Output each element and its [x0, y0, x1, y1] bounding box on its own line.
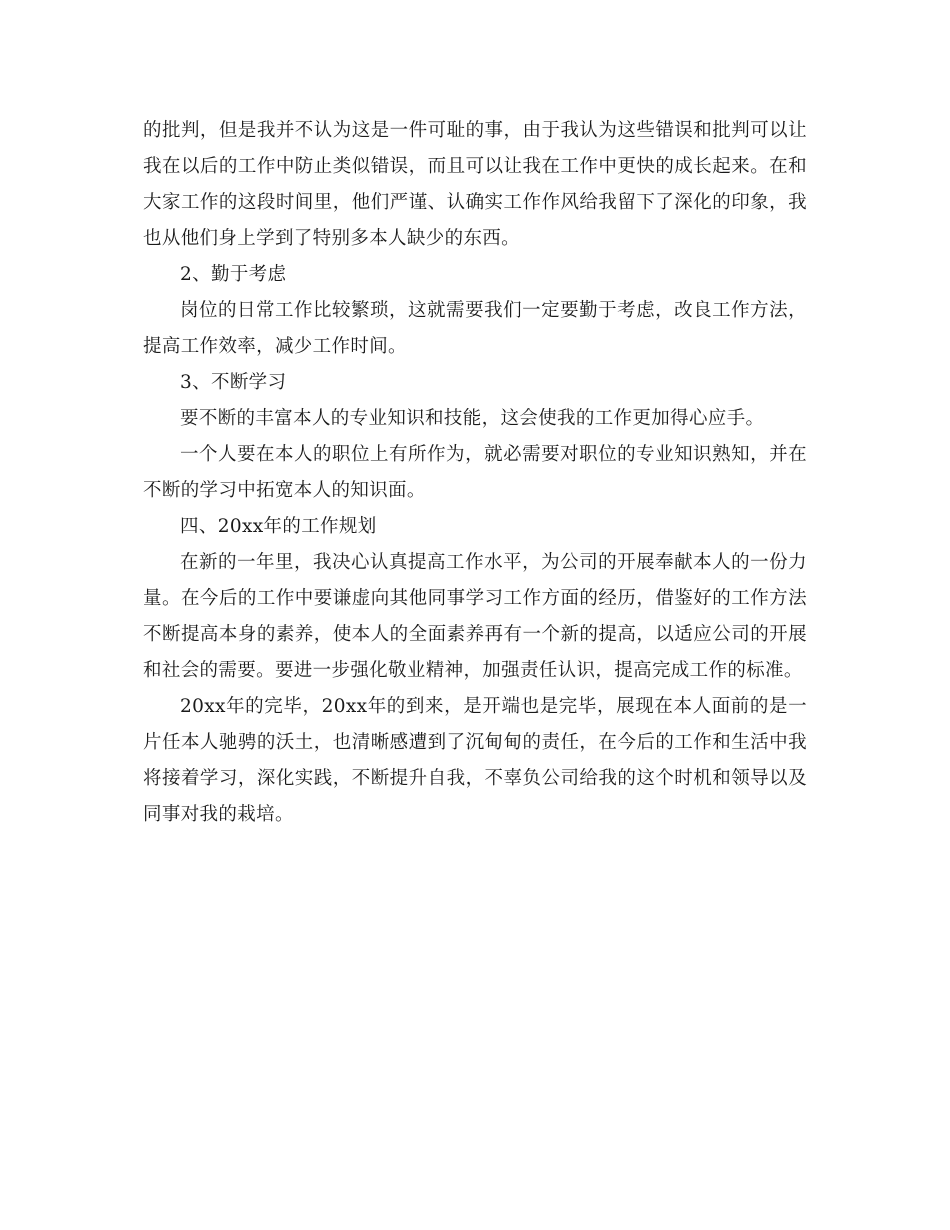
document-body: [143, 113, 807, 833]
paragraph-work-plan: 在新的一年里，我决心认真提高工作水平，为公司的开展奉献本人的一份力量。在今后的工作中要谦虚向其他同事学习工作方面的经历，借鉴好的工作方法不断提高本身的素养，使本人的全面素养再有一个新的提高，以适应公司的开展和社会的需要。要进一步强化敬业精神，加强责任认识，提高完成工作的标准。: [143, 552, 807, 681]
section-heading-continuous-learning: 3、不断学习: [180, 372, 287, 393]
paragraph-closing: 20xx年的完毕，20xx年的到来，是开端也是完毕，展现在本人面前的是一片任本人驰骋的沃土，也清晰感遭到了沉甸甸的责任，在今后的工作和生活中我将接着学习，深化实践，不断提升自我，不辜负公司给我的这个时机和领导以及同事对我的栽培。: [143, 696, 807, 825]
paragraph-learning-knowledge: 一个人要在本人的职位上有所作为，就必需要对职位的专业知识熟知，并在不断的学习中拓宽本人的知识面。: [143, 444, 807, 501]
section-heading-diligent-thinking: 2、勤于考虑: [180, 264, 287, 285]
paragraph-learning-skills: 要不断的丰富本人的专业知识和技能，这会使我的工作更加得心应手。: [180, 408, 765, 429]
section-heading-work-plan: 四、20xx年的工作规划: [180, 516, 377, 537]
paragraph-continuation: 的批判，但是我并不认为这是一件可耻的事，由于我认为这些错误和批判可以让我在以后的工作中防止类似错误，而且可以让我在工作中更快的成长起来。在和大家工作的这段时间里，他们严谨、认确实工作作风给我留下了深化的印象，我也从他们身上学到了特别多本人缺少的东西。: [143, 120, 807, 249]
paragraph-diligent-thinking: 岗位的日常工作比较繁琐，这就需要我们一定要勤于考虑，改良工作方法，提高工作效率，减少工作时间。: [143, 300, 807, 357]
